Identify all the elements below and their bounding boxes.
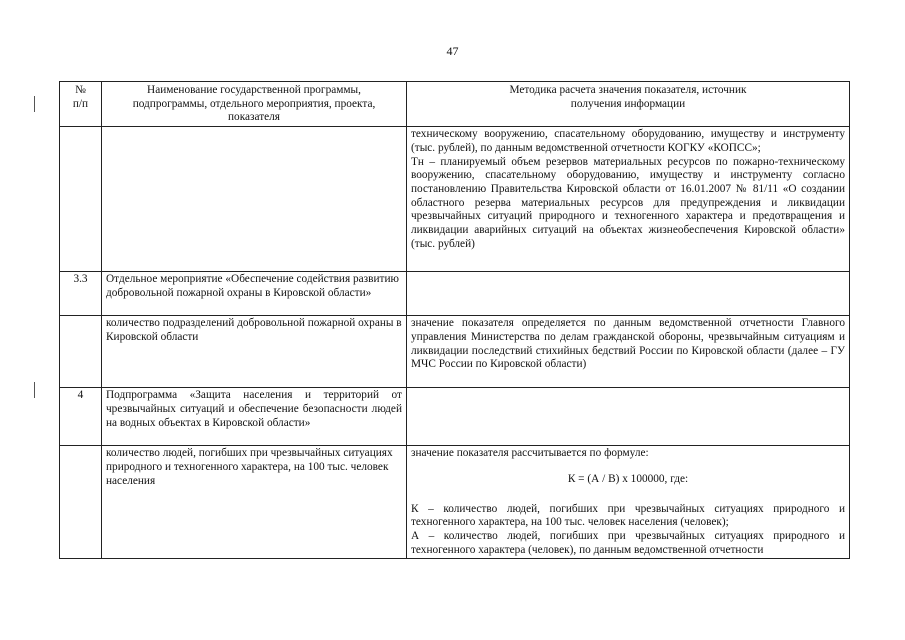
- row-num: 3.3: [60, 272, 102, 316]
- row-method: значение показателя определяется по данным ведомственной отчетности Главного управления Министерства по делам гражданской обороны, чрезвычайным ситуациям и ликвидации последствий стихийных бедствий России по Кировской области (далее – ГУ МЧС России по Кировской области): [407, 316, 850, 388]
- table-row: [60, 127, 850, 272]
- method-intro: значение показателя рассчитывается по формуле:: [411, 447, 649, 460]
- method-paragraph: Тн – планируемый объем резервов материальных ресурсов по пожарно-техническому вооружению, спасательному оборудованию, имуществу и инструменту согласно постановлению Правительства Кировской области от 16.01.2007 № 81/11 «О создании областного резерва материальных ресурсов для предупреждения и ликвидации чрезвычайных ситуаций природного и техногенного характера и предотвращения и ликвидации аварийных ситуаций на объектах жизнеобеспечения Кировской области» (тыс. рублей): [411, 155, 845, 250]
- table-header-row: [60, 82, 850, 127]
- row-name: [102, 127, 407, 272]
- method-paragraph: А – количество людей, погибших при чрезвычайных ситуациях природного и техногенного характера (человек), по данным ведомственной отчетности: [411, 529, 845, 556]
- row-method: [407, 388, 850, 446]
- table-row: [60, 272, 850, 316]
- page-number: 47: [446, 44, 459, 58]
- table-row: [60, 446, 850, 559]
- margin-mark-top: [34, 96, 35, 112]
- method-paragraph: техническому вооружению, спасательному оборудованию, имуществу и инструменту (тыс. рублей), по данным ведомственной отчетности КОГКУ «КОПСС»;: [411, 128, 845, 154]
- row-num: [60, 316, 102, 388]
- row-num: [60, 127, 102, 272]
- row-method: [407, 127, 850, 272]
- margin-mark-bottom: [34, 382, 35, 398]
- header-num: № п/п: [60, 82, 102, 127]
- header-name: Наименование государственной программы, подпрограммы, отдельного мероприятия, проекта, показателя: [102, 82, 407, 127]
- row-name: количество подразделений добровольной пожарной охраны в Кировской области: [102, 316, 407, 388]
- method-paragraph: К – количество людей, погибших при чрезвычайных ситуациях природного и техногенного характера, на 100 тыс. человек населения (человек);: [411, 502, 845, 529]
- indicator-table: [59, 81, 850, 559]
- formula: К = (А / В) х 100000, где:: [567, 472, 689, 485]
- row-name: количество людей, погибших при чрезвычайных ситуациях природного и техногенного характера, на 100 тыс. человек населения: [102, 446, 407, 559]
- row-method: [407, 272, 850, 316]
- table-row: [60, 388, 850, 446]
- row-name: Подпрограмма «Защита населения и территорий от чрезвычайных ситуаций и обеспечение безопасности людей на водных объектах в Кировской области»: [102, 388, 407, 446]
- row-num: [60, 446, 102, 559]
- row-num: 4: [60, 388, 102, 446]
- header-method: Методика расчета значения показателя, источник получения информации: [407, 82, 850, 127]
- row-method: [407, 446, 850, 559]
- row-name: Отдельное мероприятие «Обеспечение содействия развитию добровольной пожарной охраны в Кировской области»: [102, 272, 407, 316]
- table-row: [60, 316, 850, 388]
